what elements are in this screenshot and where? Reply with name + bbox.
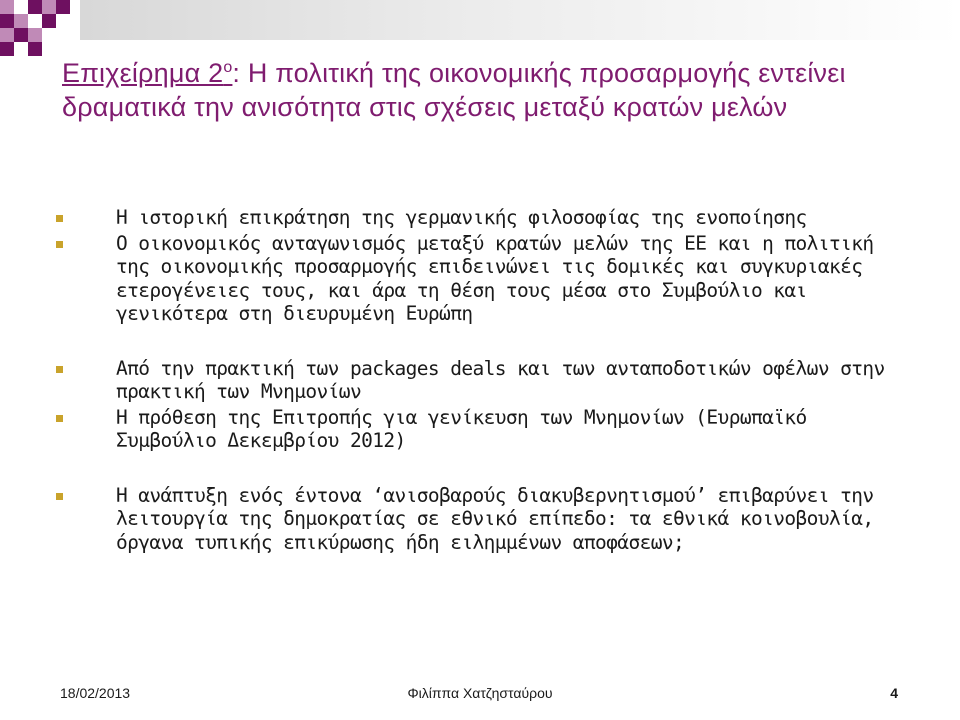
bullet-square-icon — [56, 415, 63, 422]
bullet-item — [52, 484, 912, 555]
bullet-text: Ο οικονομικός ανταγωνισμός μεταξύ κρατών μελών της ΕΕ και η πολιτική της οικονομικής προσαρμογής επιδεινώνει τις δομικές και συγκυριακές ετερογένειες τους, και άρα τη θέση τους μέσα στο Συμβούλιο και γενικότερα στη διευρυμένη Ευρώπη — [116, 231, 874, 325]
bullet-text: Η ιστορική επικράτηση της γερμανικής φιλοσοφίας της ενοποίησης — [116, 206, 807, 229]
bullet-item — [52, 406, 912, 453]
footer-author: Φιλίππα Χατζησταύρου — [407, 685, 553, 701]
bullet-square-icon — [56, 241, 63, 248]
bullet-square-icon — [56, 493, 63, 500]
bullet-text: Η πρόθεση της Επιτροπής για γενίκευση των Μνημονίων (Ευρωπαϊκό Συμβούλιο Δεκεμβρίου 2012) — [116, 405, 807, 452]
title-highlight — [62, 58, 232, 88]
bullet-item — [52, 232, 912, 326]
bullet-item — [52, 357, 912, 404]
bullet-text: Η ανάπτυξη ενός έντονα ‘ανισοβαρούς διακυβερνητισμού’ επιβαρύνει την λειτουργία της δημοκρατίας σε εθνικό επίπεδο: τα εθνικά κοινοβουλία, όργανα τυπικής επικύρωσης ήδη ειλημμένων αποφάσεων; — [116, 483, 874, 554]
page-number: 4 — [890, 685, 898, 701]
header-gradient-bar — [80, 0, 960, 40]
footer-date: 18/02/2013 — [60, 685, 131, 701]
slide-title — [62, 56, 902, 124]
bullet-list — [52, 206, 912, 556]
bullet-square-icon — [56, 366, 63, 373]
bullet-square-icon — [56, 215, 63, 222]
bullet-item — [52, 206, 912, 230]
title-highlight-text: Επιχείρημα 2 — [62, 58, 224, 88]
title-superscript: ο — [223, 59, 233, 76]
bullet-text: Από την πρακτική των packages deals και των ανταποδοτικών οφέλων στην πρακτική των Μνημονίων — [116, 356, 885, 403]
title-rest: : Η πολιτική της οικονομικής προσαρμογής εντείνει δραματικά την ανισότητα στις σχέσεις μεταξύ κρατών μελών — [62, 58, 846, 122]
